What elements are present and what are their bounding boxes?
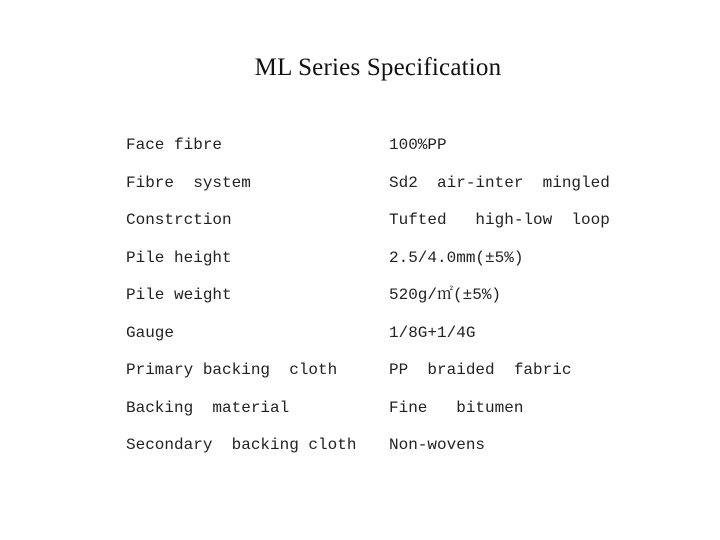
spec-label: Secondary backing cloth (126, 436, 357, 454)
page-title: ML Series Specification (254, 54, 502, 81)
spec-label: Pile weight (126, 286, 232, 304)
spec-label: Primary backing cloth (126, 361, 338, 379)
spec-label: Fibre system (126, 173, 251, 192)
spec-table (126, 134, 646, 472)
spec-label: Face fibre (126, 136, 223, 154)
spec-label: Constrction (126, 211, 232, 229)
spec-row-pile-height (126, 247, 646, 285)
spec-value: 2.5/4.0mm(±5%) (389, 248, 524, 267)
spec-value: Fine bitumen (389, 398, 524, 417)
spec-row-backing-material (126, 397, 646, 435)
spec-row-secondary-backing (126, 434, 646, 472)
spec-label: Pile height (126, 248, 232, 267)
spec-row-pile-weight (126, 284, 646, 322)
spec-value: 100%PP (389, 136, 447, 154)
spec-value: Sd2 air-inter mingled (389, 173, 610, 192)
spec-row-fibre-system (126, 172, 646, 210)
spec-row-gauge (126, 322, 646, 360)
spec-value: 1/8G+1/4G (389, 323, 476, 342)
spec-row-face-fibre (126, 134, 646, 172)
spec-row-primary-backing (126, 359, 646, 397)
spec-value: PP braided fabric (389, 361, 572, 379)
spec-label: Backing material (126, 398, 290, 417)
spec-value: 520g/㎡(±5%) (389, 286, 502, 304)
spec-value: Non-wovens (389, 436, 486, 454)
spec-row-construction (126, 209, 646, 247)
spec-label: Gauge (126, 323, 175, 342)
spec-value: Tufted high-low loop (389, 211, 610, 229)
